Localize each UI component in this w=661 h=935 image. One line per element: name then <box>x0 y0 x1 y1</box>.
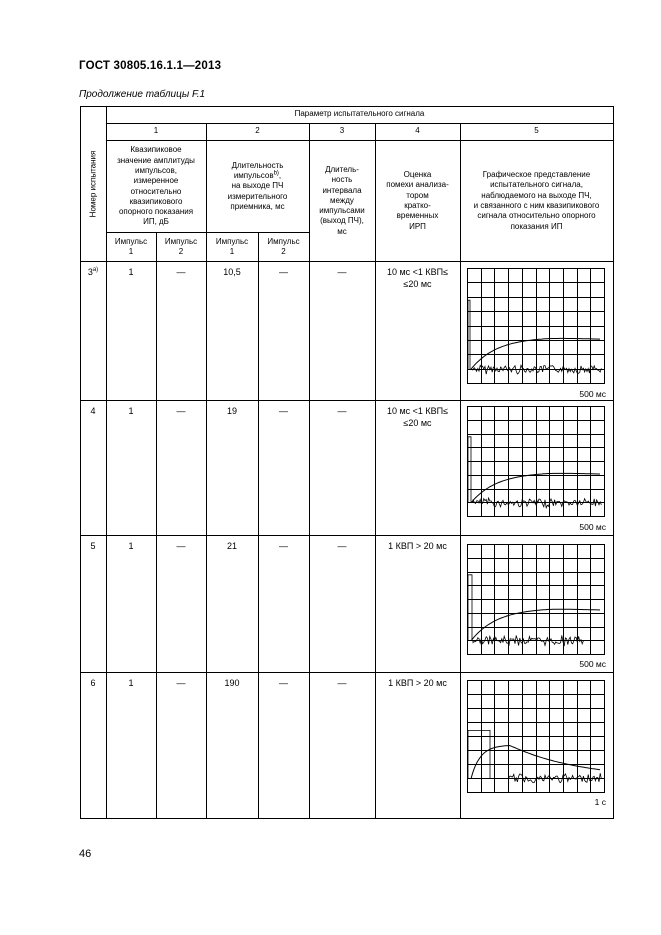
col1-title: Квазипиковое значение амплитуды импульсов, измеренное относительно квазипикового опорного показания ИП, дБ <box>117 145 195 227</box>
row4-amp2: — <box>176 678 186 688</box>
oscillogram-2 <box>467 406 606 518</box>
row1-dur2: — <box>279 267 288 277</box>
row2-test-no: 4 <box>90 406 96 416</box>
row4-test-no: 6 <box>90 678 96 688</box>
row3-evaluation: 1 КВП > 20 мс <box>388 541 447 551</box>
row1-evaluation: 10 мс <1 КВП≤ ≤20 мс <box>386 267 449 289</box>
test-number-header: Номер испытания <box>88 150 98 217</box>
row3-amp1: 1 <box>128 541 134 551</box>
col-number-1: 1 <box>153 126 159 136</box>
document-title: ГОСТ 30805.16.1.1—2013 <box>79 60 222 72</box>
row4-dur1: 190 <box>224 678 240 688</box>
row3-amp2: — <box>176 541 186 551</box>
parameter-header: Параметр испытательного сигнала <box>294 109 425 119</box>
col-number-3: 3 <box>339 126 345 136</box>
subheader-pulse1-col2: Импульс 1 <box>215 236 249 256</box>
test-number-header-cell <box>80 106 106 261</box>
row3-time-scale-label: 500 мс <box>579 659 606 669</box>
row2-amp1: 1 <box>128 406 134 416</box>
row2-dur2: — <box>279 406 288 416</box>
col-number-5: 5 <box>534 126 539 136</box>
col-number-2: 2 <box>255 126 260 136</box>
row2-amp2: — <box>176 406 186 416</box>
row4-dur2: — <box>279 678 288 688</box>
row4-evaluation: 1 КВП > 20 мс <box>388 678 447 688</box>
col5-title: Графическое представление испытательного сигнала, наблюдаемого на выходе ПЧ, и связанного с ним квазипикового сигнала относительно опорного показания ИП <box>473 170 600 231</box>
subheader-pulse2-col1: Импульс 2 <box>164 236 198 256</box>
row1-time-scale-label: 500 мс <box>579 389 606 399</box>
row4-interval: — <box>337 678 347 688</box>
row1-test-footnote: а) <box>92 267 99 273</box>
oscillogram-3 <box>467 544 606 656</box>
row3-dur1: 21 <box>226 541 237 551</box>
col2-title: Длительность импульсов$^{b)}$, на выходе ПЧ измерительного приемника, мс <box>227 160 288 211</box>
row2-time-scale-label: 500 мс <box>579 522 606 532</box>
subheader-pulse1-col1: Импульс 1 <box>114 236 148 256</box>
row1-test-no: $3^{а)}$ <box>87 267 99 277</box>
row1-dur1: 10,5 <box>223 267 241 277</box>
row1-amp2: — <box>176 267 186 277</box>
row3-test-no: 5 <box>90 541 96 551</box>
row4-amp1: 1 <box>128 678 134 688</box>
row1-amp1: 1 <box>128 267 134 277</box>
subheader-pulse2-col2: Импульс 2 <box>267 236 300 256</box>
row1-interval: — <box>337 267 347 277</box>
row4-time-scale-label: 1 с <box>594 797 606 807</box>
row3-interval: — <box>337 541 347 551</box>
row2-dur1: 19 <box>226 406 237 416</box>
row2-interval: — <box>337 406 347 416</box>
col3-title: Длитель- ность интервала между импульсами (выход ПЧ), мс <box>319 164 365 236</box>
row2-evaluation: 10 мс <1 КВП≤ ≤20 мс <box>386 406 449 428</box>
table-caption: Продолжение таблицы F.1 <box>79 89 206 100</box>
col4-title: Оценка помехи анализа- тором кратко- временных ИРП <box>386 170 449 231</box>
col-number-4: 4 <box>415 126 420 136</box>
oscillogram-4 <box>467 680 606 794</box>
page-number: 46 <box>79 848 92 860</box>
oscillogram-1 <box>467 268 606 385</box>
row3-dur2: — <box>279 541 288 551</box>
